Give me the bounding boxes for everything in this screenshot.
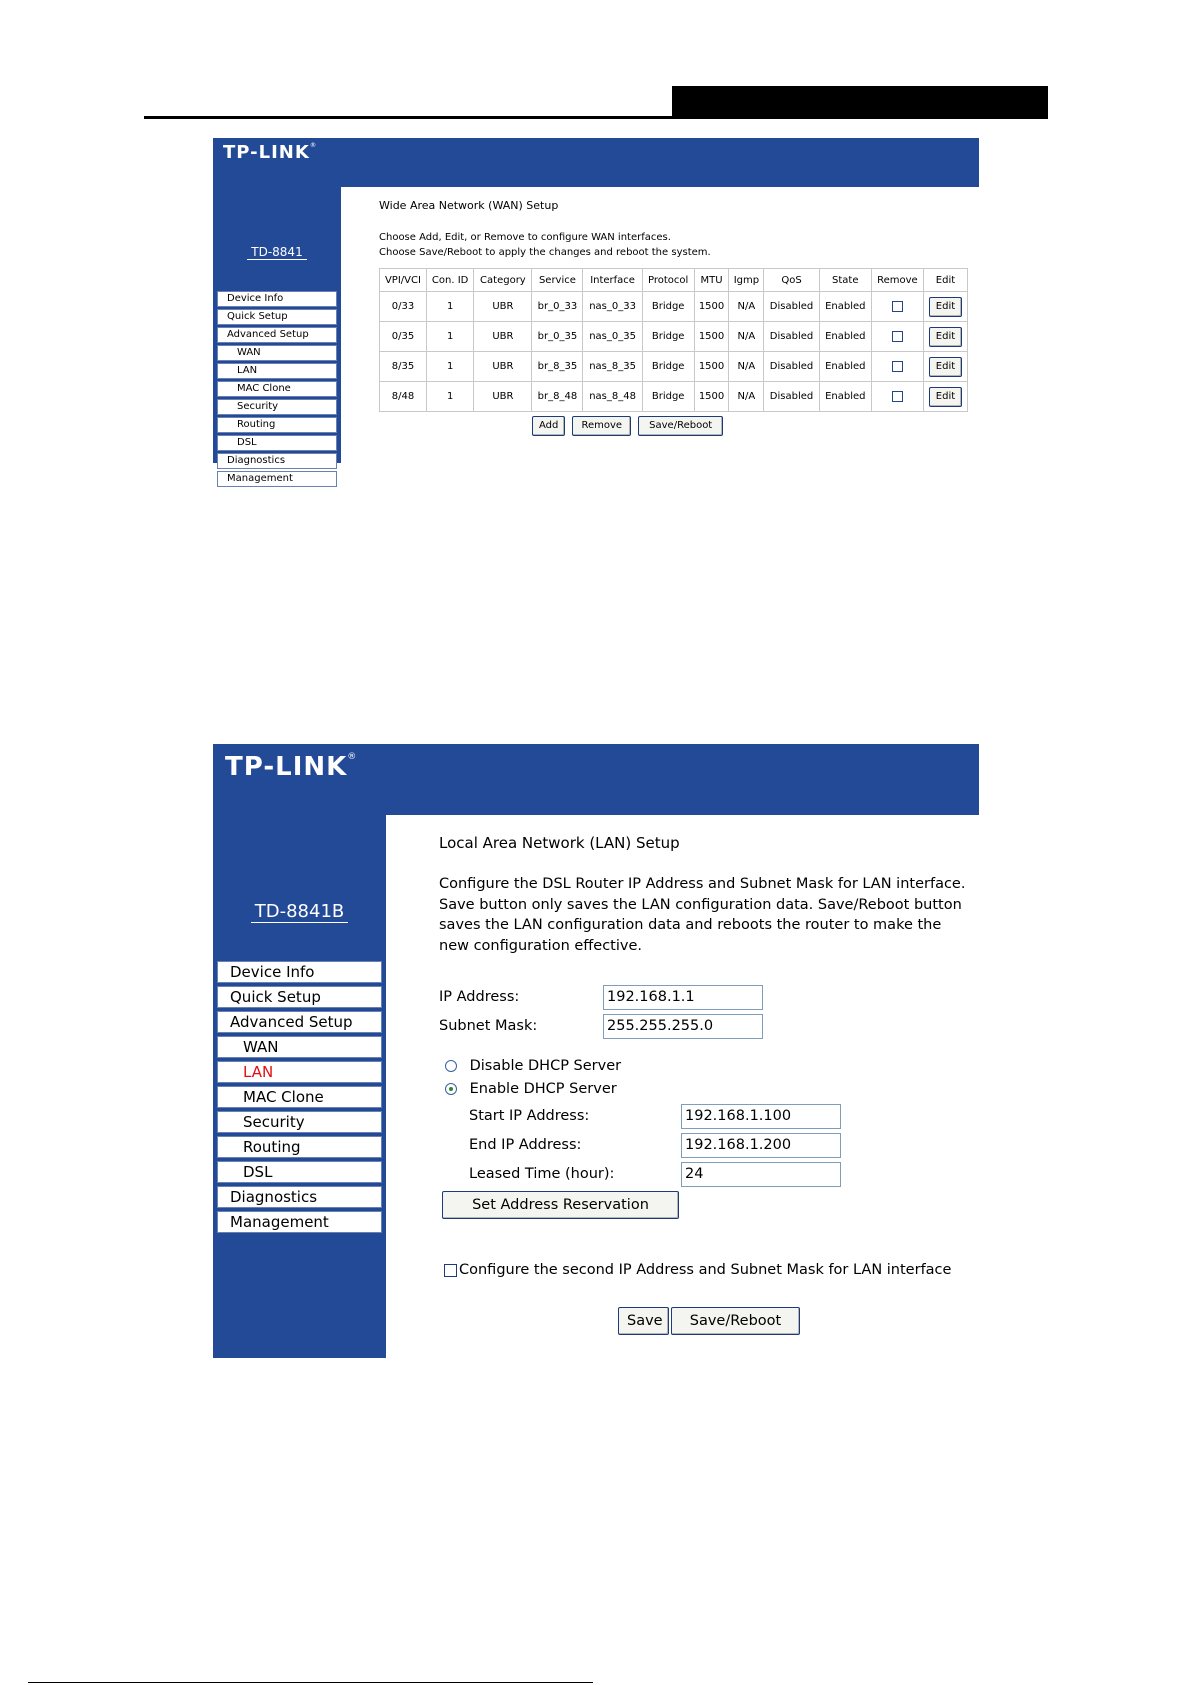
table-cell: 0/35 (380, 322, 427, 352)
table-row (380, 292, 968, 322)
header-black-block (672, 86, 1048, 118)
sidebar-item-security[interactable]: Security (217, 1111, 382, 1133)
table-cell: UBR (474, 352, 532, 382)
table-cell: br_0_33 (532, 292, 583, 322)
table-cell: UBR (474, 292, 532, 322)
table-cell: Bridge (642, 382, 694, 412)
table-row (380, 322, 968, 352)
sidebar-item-routing[interactable]: Routing (217, 417, 337, 433)
column-header: Service (532, 269, 583, 292)
wan-setup-screenshot (213, 138, 979, 484)
wan-button-row (532, 413, 725, 436)
sidebar (213, 815, 386, 1358)
remove-cell (871, 352, 923, 382)
table-cell: Disabled (764, 322, 819, 352)
sidebar-item-device-info[interactable]: Device Info (217, 291, 337, 307)
sidebar-item-advanced-setup[interactable]: Advanced Setup (217, 1011, 382, 1033)
table-cell: 1 (426, 292, 473, 322)
column-header: Category (474, 269, 532, 292)
subnet-mask-input[interactable]: 255.255.255.0 (603, 1014, 763, 1039)
edit-cell (923, 382, 967, 412)
table-row (380, 352, 968, 382)
sidebar-item-lan[interactable]: LAN (217, 363, 337, 379)
end-ip-input[interactable]: 192.168.1.200 (681, 1133, 841, 1158)
table-cell: 8/35 (380, 352, 427, 382)
table-row (380, 382, 968, 412)
header-rule (144, 116, 1048, 119)
table-cell: Disabled (764, 382, 819, 412)
main-content (439, 834, 969, 968)
remove-cell (871, 322, 923, 352)
edit-cell (923, 352, 967, 382)
description-line-1: Choose Add, Edit, or Remove to configure WAN interfaces. (379, 232, 671, 243)
table-cell: 1500 (694, 352, 729, 382)
column-header: Edit (923, 269, 967, 292)
disable-dhcp-label: Disable DHCP Server (469, 1058, 622, 1074)
table-cell: Enabled (819, 352, 871, 382)
remove-checkbox[interactable] (892, 301, 903, 312)
sidebar-item-mac-clone[interactable]: MAC Clone (217, 1086, 382, 1108)
sidebar-nav (217, 291, 337, 489)
table-cell: 1500 (694, 322, 729, 352)
edit-button[interactable]: Edit (929, 387, 962, 407)
start-ip-label: Start IP Address: (469, 1108, 590, 1124)
add-button[interactable]: Add (532, 416, 565, 436)
second-ip-checkbox[interactable] (444, 1264, 457, 1277)
set-address-reservation-button[interactable]: Set Address Reservation (442, 1191, 679, 1219)
save-reboot-button[interactable]: Save/Reboot (638, 416, 723, 436)
sidebar-item-management[interactable]: Management (217, 471, 337, 487)
sidebar-item-dsl[interactable]: DSL (217, 1161, 382, 1183)
remove-cell (871, 382, 923, 412)
edit-button[interactable]: Edit (929, 357, 962, 377)
disable-dhcp-radio[interactable] (445, 1060, 457, 1072)
table-cell: Enabled (819, 382, 871, 412)
sidebar-item-quick-setup[interactable]: Quick Setup (217, 986, 382, 1008)
lease-time-input[interactable]: 24 (681, 1162, 841, 1187)
ip-address-input[interactable]: 192.168.1.1 (603, 985, 763, 1010)
wan-table (379, 268, 968, 412)
page-title: Local Area Network (LAN) Setup (439, 834, 680, 852)
table-cell: 1 (426, 352, 473, 382)
sidebar-nav (217, 961, 382, 1236)
table-cell: Disabled (764, 292, 819, 322)
table-cell: Bridge (642, 352, 694, 382)
page-title: Wide Area Network (WAN) Setup (379, 199, 559, 212)
table-cell: nas_8_48 (583, 382, 642, 412)
table-cell: 1 (426, 322, 473, 352)
model-name: TD-8841 (213, 245, 341, 259)
table-cell: N/A (729, 322, 764, 352)
table-cell: 0/33 (380, 292, 427, 322)
second-ip-label: Configure the second IP Address and Subnet Mask for LAN interface (459, 1262, 952, 1278)
sidebar-item-wan[interactable]: WAN (217, 345, 337, 361)
table-cell: UBR (474, 322, 532, 352)
enable-dhcp-radio[interactable] (445, 1083, 457, 1095)
table-cell: br_8_35 (532, 352, 583, 382)
edit-button[interactable]: Edit (929, 297, 962, 317)
table-cell: N/A (729, 292, 764, 322)
description-line-2: Choose Save/Reboot to apply the changes and reboot the system. (379, 247, 711, 258)
table-cell: 1500 (694, 292, 729, 322)
save-button[interactable]: Save (618, 1307, 669, 1335)
table-cell: Bridge (642, 322, 694, 352)
sidebar-item-security[interactable]: Security (217, 399, 337, 415)
sidebar-item-wan[interactable]: WAN (217, 1036, 382, 1058)
remove-cell (871, 292, 923, 322)
column-header: Protocol (642, 269, 694, 292)
column-header: QoS (764, 269, 819, 292)
top-banner (213, 744, 979, 815)
table-cell: nas_0_33 (583, 292, 642, 322)
sidebar-item-routing[interactable]: Routing (217, 1136, 382, 1158)
sidebar-item-device-info[interactable]: Device Info (217, 961, 382, 983)
top-banner (213, 138, 979, 187)
model-name: TD-8841B (213, 901, 386, 922)
remove-button[interactable]: Remove (572, 416, 631, 436)
save-reboot-button[interactable]: Save/Reboot (671, 1307, 800, 1335)
table-cell: 1 (426, 382, 473, 412)
column-header: VPI/VCI (380, 269, 427, 292)
table-cell: nas_0_35 (583, 322, 642, 352)
edit-cell (923, 322, 967, 352)
sidebar-item-quick-setup[interactable]: Quick Setup (217, 309, 337, 325)
sidebar-item-advanced-setup[interactable]: Advanced Setup (217, 327, 337, 343)
column-header: MTU (694, 269, 729, 292)
sidebar-item-mac-clone[interactable]: MAC Clone (217, 381, 337, 397)
tp-link-logo: TP-LINK® (223, 142, 318, 163)
footer-rule (28, 1682, 593, 1683)
ip-address-label: IP Address: (439, 989, 520, 1005)
column-header: Igmp (729, 269, 764, 292)
table-cell: 1500 (694, 382, 729, 412)
table-cell: Disabled (764, 352, 819, 382)
table-cell: br_0_35 (532, 322, 583, 352)
table-cell: br_8_48 (532, 382, 583, 412)
subnet-mask-label: Subnet Mask: (439, 1018, 538, 1034)
edit-cell (923, 292, 967, 322)
remove-checkbox[interactable] (892, 331, 903, 342)
table-cell: N/A (729, 352, 764, 382)
lan-setup-screenshot (213, 744, 979, 1358)
end-ip-label: End IP Address: (469, 1137, 582, 1153)
remove-checkbox[interactable] (892, 391, 903, 402)
sidebar-item-diagnostics[interactable]: Diagnostics (217, 1186, 382, 1208)
sidebar-item-diagnostics[interactable]: Diagnostics (217, 453, 337, 469)
page-description: Configure the DSL Router IP Address and Subnet Mask for LAN interface. Save button only saves the LAN configuration data. Save/Reboot button saves the LAN configuration data and reboots the router to make the new configuration effective. (439, 876, 966, 954)
column-header: Con. ID (426, 269, 473, 292)
column-header: State (819, 269, 871, 292)
table-cell: UBR (474, 382, 532, 412)
column-header: Interface (583, 269, 642, 292)
table-cell: N/A (729, 382, 764, 412)
remove-checkbox[interactable] (892, 361, 903, 372)
table-cell: Enabled (819, 322, 871, 352)
tp-link-logo: TP-LINK® (225, 752, 358, 782)
sidebar-item-lan[interactable]: LAN (217, 1061, 382, 1083)
table-cell: Bridge (642, 292, 694, 322)
start-ip-input[interactable]: 192.168.1.100 (681, 1104, 841, 1129)
table-cell: 8/48 (380, 382, 427, 412)
sidebar (213, 187, 341, 484)
lease-time-label: Leased Time (hour): (469, 1166, 615, 1182)
main-content (379, 199, 975, 412)
sidebar-item-dsl[interactable]: DSL (217, 435, 337, 451)
edit-button[interactable]: Edit (929, 327, 962, 347)
sidebar-item-management[interactable]: Management (217, 1211, 382, 1233)
table-cell: nas_8_35 (583, 352, 642, 382)
enable-dhcp-label: Enable DHCP Server (469, 1081, 617, 1097)
column-header: Remove (871, 269, 923, 292)
table-cell: Enabled (819, 292, 871, 322)
